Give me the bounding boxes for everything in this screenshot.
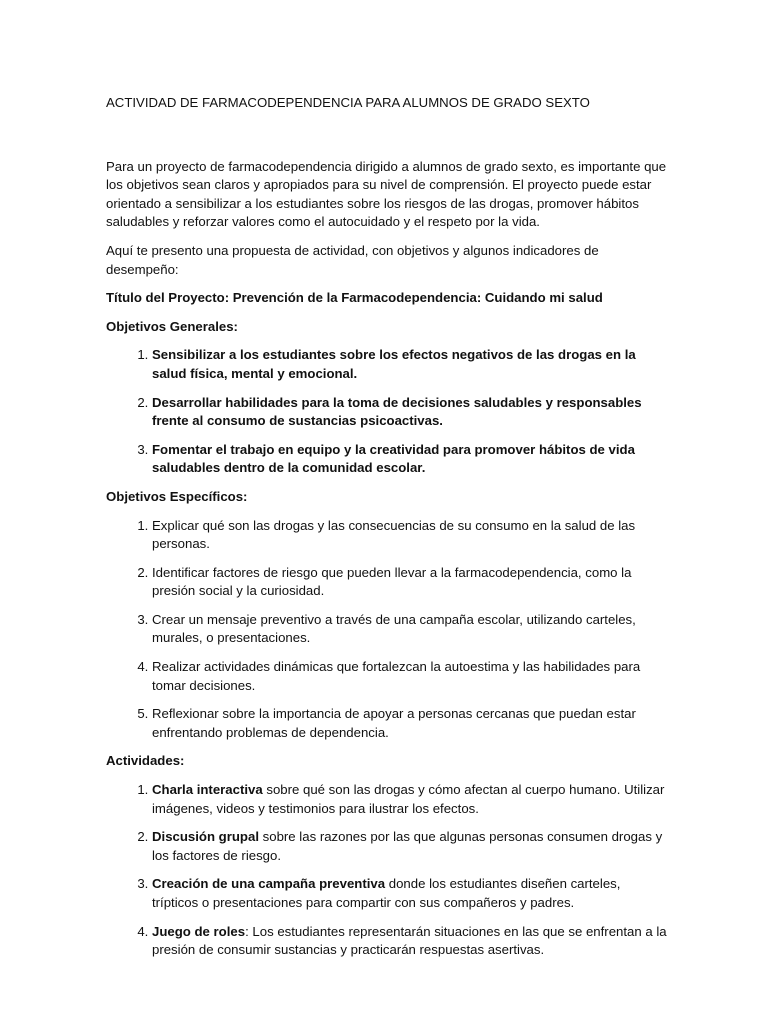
document-title: ACTIVIDAD DE FARMACODEPENDENCIA PARA ALUMNOS DE GRADO SEXTO xyxy=(106,95,590,110)
activity-description: : Los estudiantes representarán situaciones en las que se enfrentan a la presión de consumir sustancias y practicarán respuestas asertivas. xyxy=(152,923,667,958)
proposal-paragraph: Aquí te presento una propuesta de actividad, con objetivos y algunos indicadores de desempeño: xyxy=(106,242,599,277)
list-item: 2. Identificar factores de riesgo que pueden llevar a la farmacodependencia, como la presión social y la curiosidad. xyxy=(152,564,668,601)
specific-objectives-list xyxy=(106,517,668,743)
activity-name: Juego de roles xyxy=(152,923,246,939)
general-objectives-list xyxy=(106,346,668,478)
general-objectives-heading: Objetivos Generales: xyxy=(106,318,238,334)
list-item: 3. Crear un mensaje preventivo a través de una campaña escolar, utilizando carteles, murales, o presentaciones. xyxy=(152,611,668,648)
list-item xyxy=(152,875,668,912)
specific-objectives-heading: Objetivos Específicos: xyxy=(106,488,248,504)
list-item xyxy=(152,828,668,865)
list-item: 4. Realizar actividades dinámicas que fortalezcan la autoestima y las habilidades para tomar decisiones. xyxy=(152,658,668,695)
activity-name: Charla interactiva xyxy=(152,782,263,798)
list-item: 1. Sensibilizar a los estudiantes sobre los efectos negativos de las drogas en la salud física, mental y emocional. xyxy=(152,346,668,383)
list-item: 2. Desarrollar habilidades para la toma de decisiones saludables y responsables frente al consumo de sustancias psicoactivas. xyxy=(152,394,668,431)
activities-list xyxy=(106,781,668,960)
list-item: 3. Fomentar el trabajo en equipo y la creatividad para promover hábitos de vida saludables dentro de la comunidad escolar. xyxy=(152,441,668,478)
activities-heading: Actividades: xyxy=(106,753,185,769)
activity-description: sobre qué son las drogas y cómo afectan al cuerpo humano. Utilizar imágenes, videos y testimonios para ilustrar los efectos. xyxy=(152,782,665,816)
activity-description: sobre las razones por las que algunas personas consumen drogas y los factores de riesgo. xyxy=(152,829,663,863)
project-title: Título del Proyecto: Prevención de la Farmacodependencia: Cuidando mi salud xyxy=(106,290,603,306)
intro-paragraph: Para un proyecto de farmacodependencia dirigido a alumnos de grado sexto, es importante que los objetivos sean claros y apropiados para su nivel de comprensión. El proyecto puede estar orientado a sensibilizar a los estudiantes sobre los riesgos de las drogas, promover hábitos saludables y reforzar valores como el autocuidado y el respeto por la vida. xyxy=(106,158,667,230)
list-item xyxy=(152,923,668,960)
list-item xyxy=(152,781,668,818)
list-item: 5. Reflexionar sobre la importancia de apoyar a personas cercanas que puedan estar enfrentando problemas de dependencia. xyxy=(152,705,668,742)
activity-description: donde los estudiantes diseñen carteles, trípticos o presentaciones para compartir con sus compañeros y padres. xyxy=(152,876,621,910)
activity-name: Discusión grupal xyxy=(152,829,259,845)
list-item: 1. Explicar qué son las drogas y las consecuencias de su consumo en la salud de las personas. xyxy=(152,517,668,554)
activity-name: Creación de una campaña preventiva xyxy=(152,876,386,892)
